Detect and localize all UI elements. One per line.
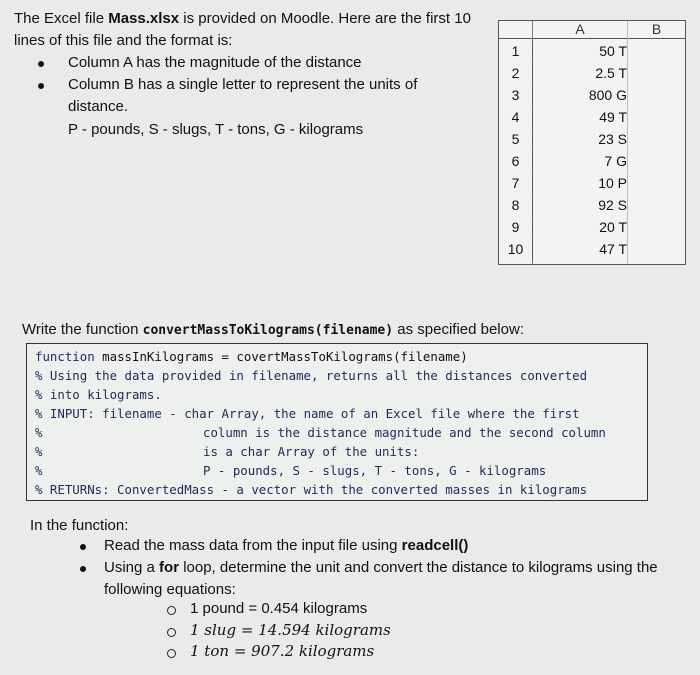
row-number: 6 — [499, 151, 533, 172]
code-pct: % — [35, 463, 43, 478]
eq-lhs: 1 slug — [190, 621, 237, 639]
cell-unit: S — [617, 197, 627, 213]
eq-sign: = — [240, 621, 254, 639]
row-number: 7 — [499, 173, 533, 194]
code-label: % RETURNs: ConvertedMass — [35, 482, 215, 497]
code-text: - char Array, the name of an Excel file where the first — [161, 406, 580, 421]
cell-unit: P — [617, 175, 627, 191]
equation-slug — [190, 619, 391, 641]
eq-rhs: 907.2 kilograms — [251, 642, 375, 660]
code-line-6-text: is a char Array of the units: — [203, 444, 420, 459]
code-line-3: % into kilograms. — [35, 387, 162, 402]
task-prefix: Write the function — [22, 321, 143, 338]
bullet-column-a: Column A has the magnitude of the distance — [68, 54, 362, 71]
intro-line-1 — [14, 8, 471, 30]
bullet-text: loop, determine the unit and convert the distance to kilograms using the — [179, 559, 658, 576]
sheet-row[interactable] — [533, 239, 627, 260]
intro-suffix: is provided on Moodle. Here are the first 10 — [179, 10, 471, 27]
sheet-row[interactable] — [533, 107, 627, 128]
row-number: 8 — [499, 195, 533, 216]
cell-value: 20 — [599, 219, 615, 235]
code-line-7-text: P - pounds, S - slugs, T - tons, G - kilograms — [203, 463, 547, 478]
cell-unit: T — [618, 109, 627, 125]
bullet-readcell — [104, 535, 468, 557]
sheet-row[interactable] — [533, 41, 627, 62]
bullet-text: Using a — [104, 559, 160, 576]
sheet-row[interactable] — [533, 217, 627, 238]
code-line-2: % Using the data provided in filename, returns all the distances converted — [35, 368, 588, 383]
cell-value: 23 — [598, 131, 614, 147]
code-block — [26, 343, 648, 501]
column-divider — [627, 21, 628, 264]
equation-ton — [190, 640, 374, 662]
sub-bullet — [167, 606, 176, 615]
intro-prefix: The Excel file — [14, 10, 109, 27]
cell-value: 47 — [599, 241, 615, 257]
sub-bullet — [167, 649, 176, 658]
code-line-5-text: column is the distance magnitude and the second column — [203, 425, 606, 440]
cell-value: 10 — [598, 175, 614, 191]
row-number: 4 — [499, 107, 533, 128]
cell-value: 50 — [599, 43, 615, 59]
excel-sheet-snippet — [498, 20, 686, 265]
bullet-for-loop-cont: following equations: — [104, 581, 236, 598]
cell-unit: T — [618, 43, 627, 59]
row-number: 1 — [499, 41, 533, 62]
eq-rhs: 14.594 kilograms — [258, 621, 391, 639]
row-number: 5 — [499, 129, 533, 150]
function-heading: In the function: — [30, 517, 129, 534]
column-header-b: B — [628, 21, 685, 39]
cell-value: 800 — [588, 87, 613, 103]
code-line-6 — [35, 442, 42, 461]
cell-unit: G — [616, 153, 627, 169]
bullet-dot — [38, 83, 44, 89]
code-pct: % — [35, 425, 43, 440]
bullet-dot — [38, 61, 44, 67]
code-line-1 — [35, 347, 468, 366]
sheet-row[interactable] — [533, 195, 627, 216]
sheet-row[interactable] — [533, 151, 627, 172]
readcell-code: readcell() — [401, 537, 469, 554]
row-number: 10 — [499, 239, 533, 260]
code-text: massInKilograms = covertMassToKilograms(filename) — [94, 349, 468, 364]
sub-bullet — [167, 628, 176, 637]
sheet-row[interactable] — [533, 129, 627, 150]
row-number: 9 — [499, 217, 533, 238]
task-suffix: as specified below: — [393, 321, 524, 338]
code-line-7 — [35, 461, 42, 480]
cell-value: 92 — [598, 197, 614, 213]
bullet-column-b: Column B has a single letter to represent the units of — [68, 76, 418, 93]
intro-line-2: lines of this file and the format is: — [14, 32, 233, 49]
task-instruction — [22, 319, 524, 342]
bullet-text: Read the mass data from the input file using — [104, 537, 402, 554]
cell-value: 2.5 — [595, 65, 615, 81]
bullet-dot — [80, 566, 86, 572]
code-line-4 — [35, 404, 580, 423]
bullet-dot — [80, 544, 86, 550]
code-line-8 — [35, 480, 587, 499]
row-number: 3 — [499, 85, 533, 106]
eq-lhs: 1 ton — [190, 642, 230, 660]
eq-sign: = — [233, 642, 247, 660]
sheet-row[interactable] — [533, 85, 627, 106]
code-pct: % — [35, 444, 43, 459]
row-number: 2 — [499, 63, 533, 84]
for-keyword: for — [159, 559, 180, 576]
sheet-row[interactable] — [533, 63, 627, 84]
bullet-column-b-cont: distance. — [68, 98, 129, 115]
cell-unit: S — [617, 131, 627, 147]
cell-unit: G — [616, 87, 627, 103]
column-header-a: A — [533, 21, 627, 39]
function-signature: convertMassToKilograms(filename) — [142, 323, 394, 338]
cell-unit: T — [618, 65, 627, 81]
code-label: % INPUT: filename — [35, 406, 162, 421]
code-line-5 — [35, 423, 42, 442]
cell-value: 7 — [604, 153, 613, 169]
cell-value: 49 — [599, 109, 615, 125]
corner-cell — [499, 21, 532, 39]
sheet-row[interactable] — [533, 173, 627, 194]
cell-unit: T — [618, 241, 627, 257]
bullet-for-loop — [104, 557, 658, 579]
cell-unit: T — [618, 219, 627, 235]
code-keyword: function — [35, 349, 95, 364]
units-line: P - pounds, S - slugs, T - tons, G - kilograms — [68, 121, 364, 138]
equation-pound: 1 pound = 0.454 kilograms — [190, 600, 368, 617]
filename: Mass.xlsx — [108, 10, 180, 27]
code-text: - a vector with the converted masses in kilograms — [214, 482, 588, 497]
